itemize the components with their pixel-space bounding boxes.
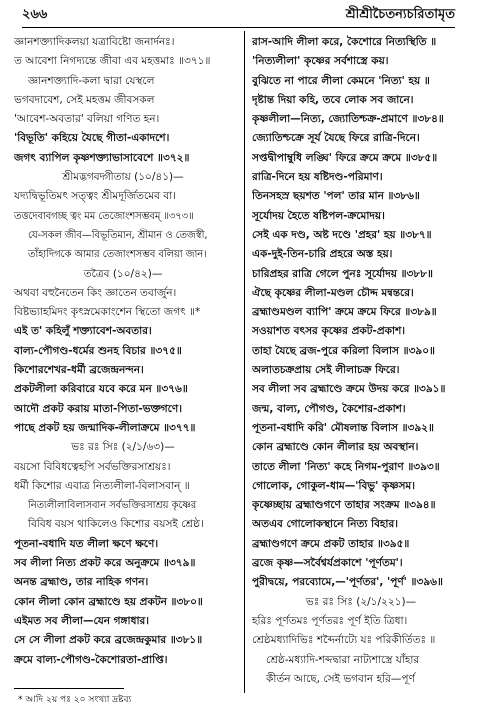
text-line: ঐছে কৃষ্ণের লীলা-মণ্ডল চৌদ্দ মন্বন্তরে। xyxy=(252,286,414,299)
text-line: যদ্যদ্বিভূতিমৎ সত্ত্বং শ্রীমদূর্জিতমেব বা। xyxy=(14,190,176,203)
text-line: নিত্যলীলাবিলাসবান সর্বভক্তিরসাশ্রয় কৃষ্ণের xyxy=(28,500,197,512)
text-line: পূতনা-বধাদি করি' মৌষলান্ত বিলাস ॥৩৯২॥ xyxy=(252,421,434,434)
text-line: বিষ্টভ্যাহমিদং কৃৎস্নমেকাংশেন স্থিতো জগৎ ॥* xyxy=(14,306,201,319)
footnote: * আদি ২য় পঃ ২০ সংখ্যা দ্রষ্টব্য xyxy=(18,695,132,705)
left-column xyxy=(14,33,232,693)
text-line: ভঃ রঃ সিঃ (২/১/২২১)— xyxy=(305,595,417,608)
text-line: যে-সকল জীব—বিভূতিমান, শ্রীমান ও তেজস্বী, xyxy=(28,229,208,241)
text-line: কৃষ্ণলীলা—নিত্য, জ্যোতিশ্চক্র-প্রমাণে ॥৩৮৪॥ xyxy=(252,113,444,126)
text-line: কীর্তন আছে, সেই ভগবান হরি—পূর্ণ xyxy=(266,672,415,685)
text-line: অনন্ত ব্রহ্মাণ্ড, তার নাহিক গণন। xyxy=(14,576,149,589)
text-line: পুরীদ্বয়ে, পরব্যোমে,—'পূর্ণতর', 'পূর্ণ' ॥৩৯৬॥ xyxy=(252,576,443,589)
text-line: ব্রজে কৃষ্ণ—সর্বৈশ্বর্যপ্রকাশে 'পূর্ণতম'। xyxy=(252,557,403,570)
text-line: 'আবেশ-অবতার' বলিয়া গণিত হন। xyxy=(14,113,160,126)
text-line: সব লীলা সব ব্রহ্মাণ্ডে ক্রমে উদয় করে ॥৩৯১॥ xyxy=(252,383,446,396)
right-column xyxy=(252,33,470,693)
text-line: তাহা যৈছে ব্রজ-পুরে করিলা বিলাস ॥৩৯০॥ xyxy=(252,344,435,357)
text-line: প্রকটলীলা করিবারে যবে করে মন ॥৩৭৬॥ xyxy=(14,383,188,396)
text-line: এই ত' কহিলুঁ শক্ত্যাবেশ-অবতার। xyxy=(14,325,152,338)
text-line: ব্রহ্মাণ্ডগণে ক্রমে প্রকট তাহার ॥৩৯৫॥ xyxy=(252,537,410,550)
text-line: তাঁহাদিগকে আমার তেজাংশসম্ভব বলিয়া জান। xyxy=(28,249,207,261)
text-line: বয়সো বিবিধত্বেহপি সর্বভক্তিরসাশ্রয়ঃ। xyxy=(14,460,171,473)
text-line: দৃষ্টান্ত দিয়া কহি, তবে লোক সব জানে। xyxy=(252,93,414,106)
text-line: জ্যোতিশ্চক্রে সূর্য যৈছে ফিরে রাত্রি-দিনে। xyxy=(252,132,420,145)
text-line: অলাতচক্রপ্রায় সেই লীলাচক্র ফিরে। xyxy=(252,364,400,377)
text-line: শ্রীমদ্ভগবদ্গীতায় (১০/৪১)— xyxy=(62,171,184,184)
text-line: কিশোরশেখর-ধর্মী ব্রজেন্দ্রনন্দন। xyxy=(14,364,144,377)
column-divider xyxy=(244,31,245,693)
running-title: শ্রীশ্রীচৈতন্যচরিতামৃত xyxy=(345,6,455,22)
text-line: বাল্য-পৌগণ্ড-ধর্মের শুনহ বিচার ॥৩৭৫॥ xyxy=(14,344,182,357)
text-line: সপ্তদ্বীপাম্বুধি লঙ্ঘি' ফিরে ক্রমে ক্রমে ॥৩৮৫॥ xyxy=(252,151,438,164)
text-line: বুঝিতে না পারে লীলা কেমনে 'নিত্য' হয় ॥ xyxy=(252,74,430,87)
text-line: শ্রেষ্ঠমধ্যাদিভিঃ শব্দৈর্নাট্যে যঃ পরিকীর্তিতঃ ॥ xyxy=(252,634,436,647)
text-line: তত্তদেবাবগচ্ছ ত্বং মম তেজোংশসম্ভবম্ ॥৩৭৩॥ xyxy=(14,210,194,222)
text-line: পাছে প্রকট হয় জন্মাদিক-লীলাক্রমে ॥৩৭৭॥ xyxy=(14,421,196,434)
text-line: গোলোক, গোকুল-ধাম—'বিভু' কৃষ্ণসম। xyxy=(252,479,415,492)
text-line: ত আবেশা নিগদ্যন্তে জীবা এব মহত্তমাঃ ॥৩৭১॥ xyxy=(14,55,211,68)
text-line: কোন লীলা কোন ব্রহ্মাণ্ডে হয় প্রকটন ॥৩৮০॥ xyxy=(14,595,203,608)
footnote-rule xyxy=(14,688,124,689)
page-number: ২৬৬ xyxy=(22,6,48,22)
text-line: ভঃ রঃ সিঃ (২/১/৬৩)— xyxy=(71,441,175,454)
text-line: পূতনা-বধাদি যত লীলা ক্ষণে ক্ষণে। xyxy=(14,537,159,550)
text-line: 'বিভূতি' কহিয়ে যৈছে গীতা-একাদশে। xyxy=(14,132,170,145)
text-line: ব্রহ্মাণ্ডমণ্ডল ব্যাপি' ক্রমে ক্রমে ফিরে ॥৩৮৯॥ xyxy=(252,306,437,319)
text-line: কোন ব্রহ্মাণ্ডে কোন লীলার হয় অবস্থান। xyxy=(252,441,419,454)
text-line: ক্রমে বাল্য-পৌগণ্ড-কৈশোরতা-প্রাপ্তি। xyxy=(14,653,168,666)
text-line: সব লীলা নিত্য প্রকট করে অনুক্রমে ॥৩৭৯॥ xyxy=(14,557,196,570)
text-line: চারিপ্রহর রাত্রি গেলে পুনঃ সূর্যোদয় ॥৩৮৮॥ xyxy=(252,267,433,280)
text-line: সওয়াশত বৎসর কৃষ্ণের প্রকট-প্রকাশ। xyxy=(252,325,406,338)
text-line: 'নিত্যলীলা' কৃষ্ণের সর্বশাস্ত্রে কয়। xyxy=(252,55,389,68)
text-line: তাতে লীলা 'নিত্য' কহে নিগম-পুরাণ ॥৩৯৩॥ xyxy=(252,460,440,473)
text-line: রাত্রি-দিনে হয় ষষ্টিদণ্ড-পরিমাণ। xyxy=(252,171,383,184)
text-line: সূর্যোদয় হৈতে ষষ্টিপল-ক্রমোদয়। xyxy=(252,209,385,222)
text-line: এক-দুই-তিন-চারি প্রহরে অস্ত হয়। xyxy=(252,248,393,261)
text-line: জ্ঞানশক্ত্যাদি-কলা দ্বারা যেস্থলে xyxy=(28,74,155,87)
page-header xyxy=(22,5,455,25)
text-line: বিবিধ বয়স থাকিলেও কিশোর বয়সই শ্রেষ্ঠ। xyxy=(28,518,204,531)
text-line: সেই এক দণ্ড, অষ্ট দণ্ডে 'প্রহর' হয় ॥৩৮৭॥ xyxy=(252,228,432,241)
text-line: অতএব গোলোকস্থানে নিত্য বিহার। xyxy=(252,518,399,531)
text-line: জ্ঞানশক্ত্যাদিকলয়া যত্রাবিষ্টো জনার্দনঃ। xyxy=(14,36,175,48)
text-line: হরিঃ পূর্ণতমঃ পূর্ণতরঃ পূর্ণ ইতি ত্রিধা। xyxy=(252,614,408,627)
text-line: ধর্মী কিশোর এবাত্র নিত্যলীলা-বিলাসবান্ ॥ xyxy=(14,479,190,492)
text-line: তত্রৈব (১০/৪২)— xyxy=(83,267,163,280)
text-line: জগৎ ব্যাপিল কৃষ্ণশক্ত্যাভাসাবেশে ॥৩৭২॥ xyxy=(14,151,190,164)
text-line: শ্রেষ্ঠ-মধ্যাদি-শব্দদ্বারা নাট্যশাস্ত্রে যাঁহার xyxy=(266,653,420,666)
text-line: তিনসহস্র ছয়শত 'পল' তার মান ॥৩৮৬॥ xyxy=(252,190,420,203)
text-line: রাস-আদি লীলা করে, কৈশোরে নিত্যস্থিতি ॥ xyxy=(252,36,437,48)
text-line: জন্ম, বাল্য, পৌগণ্ড, কৈশোর-প্রকাশ। xyxy=(252,402,406,415)
text-line: ভগবদাবেশ, সেই মহত্তম জীবসকল xyxy=(14,93,155,106)
text-line: কৃষ্ণেচ্ছায় ব্রহ্মাণ্ডগণে তাহার সংক্রম ॥৩৯৪॥ xyxy=(252,499,436,512)
text-line: অথবা বহুনৈতেন কিং জ্ঞাতেন তবার্জুন। xyxy=(14,286,177,299)
text-line: এইমত সব লীলা—যেন গঙ্গাধার। xyxy=(14,614,150,627)
header-rule xyxy=(22,27,455,28)
text-line: সে সে লীলা প্রকট করে ব্রজেন্দ্রকুমার ॥৩৮১॥ xyxy=(14,634,203,647)
text-line: আদৌ প্রকট করায় মাতা-পিতা-ভক্তগণে। xyxy=(14,402,183,415)
